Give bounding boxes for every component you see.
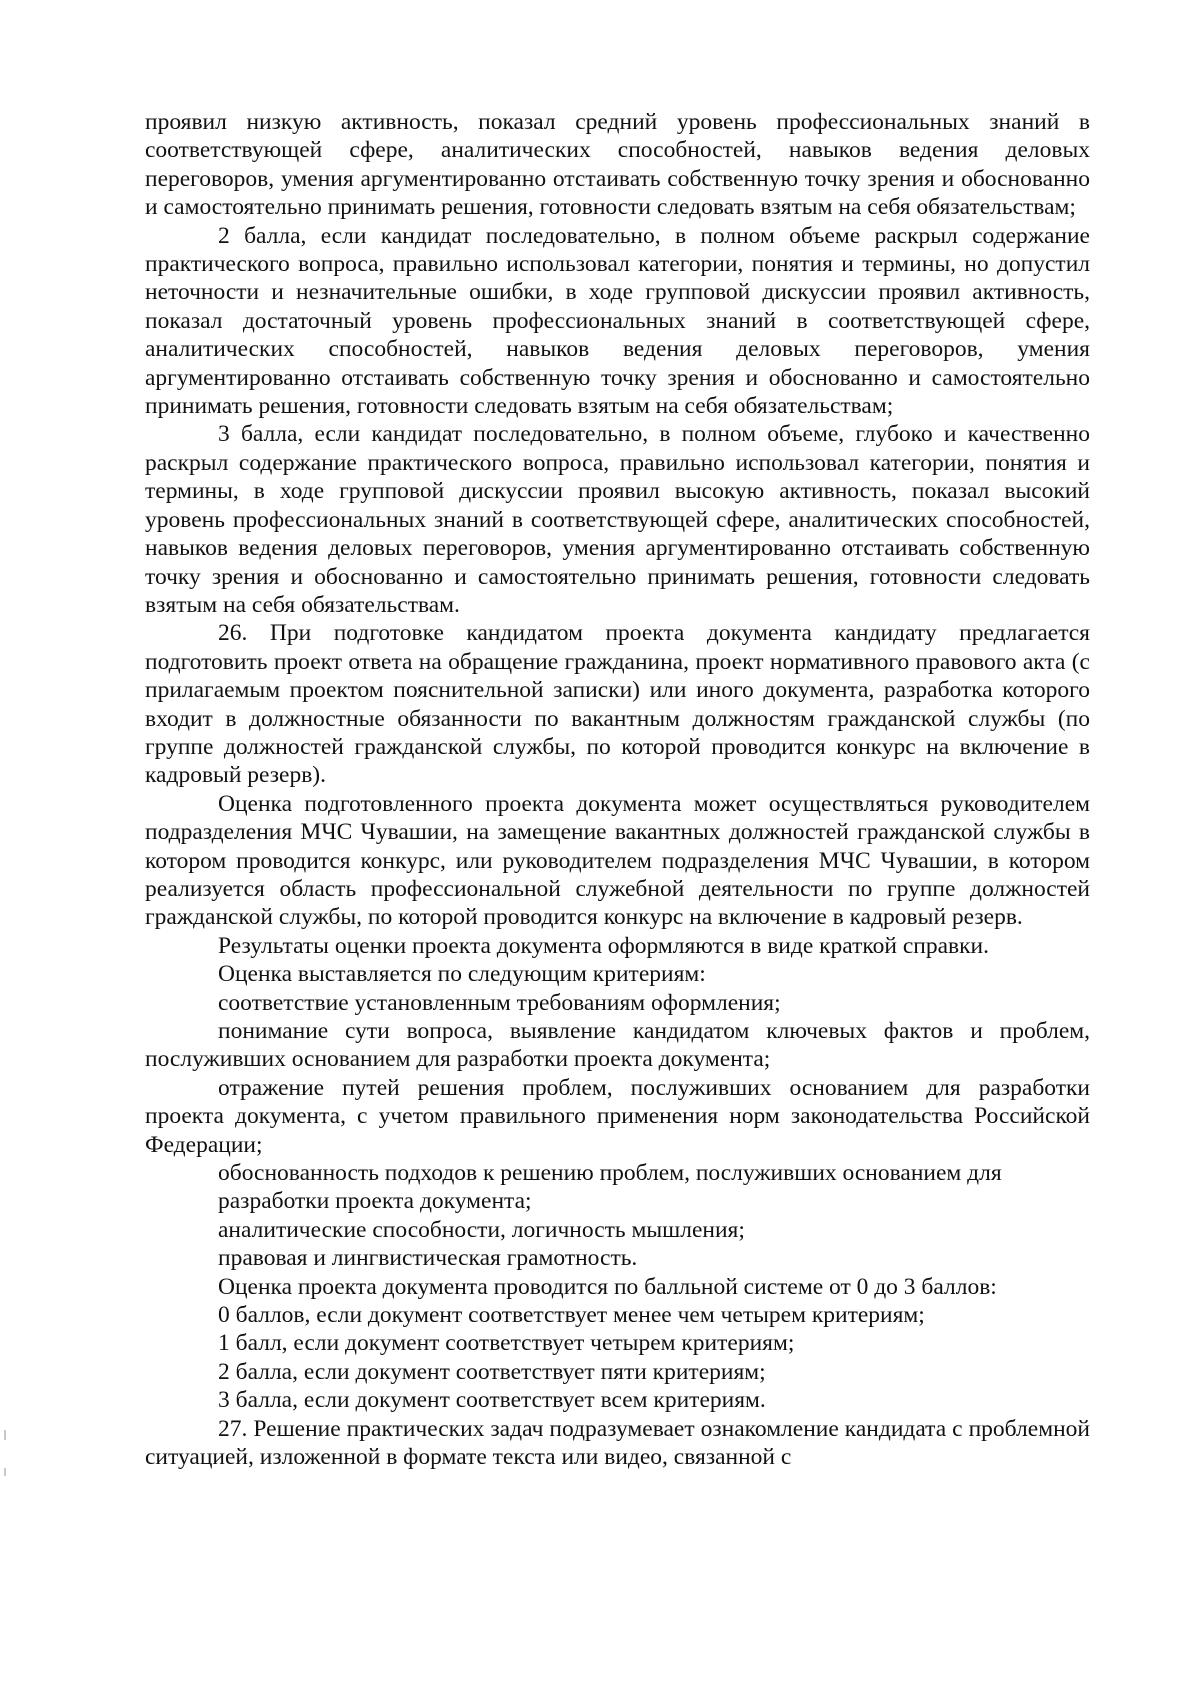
- paragraph-8: соответствие установленным требованиям оформления;: [218, 989, 781, 1016]
- paragraph-18: 3 балла, если документ соответствует всем критериям.: [218, 1387, 766, 1414]
- paragraph-13: правовая и лингвистическая грамотность.: [218, 1245, 638, 1272]
- paragraph-9: понимание сути вопроса, выявление кандидатом ключевых фактов и проблем, послуживших основанием для разработки проекта документа;: [145, 1018, 1090, 1073]
- paragraph-12: аналитические способности, логичность мышления;: [218, 1216, 745, 1243]
- paragraph-19: 27. Решение практических задач подразумевает ознакомление кандидата с проблемной ситуацией, изложенной в формате текста или видео, связанной с: [145, 1415, 1090, 1471]
- paragraph-11: обоснованность подходов к решению проблем, послуживших основанием для разработки проекта документа;: [218, 1160, 1002, 1215]
- scan-edge-mark-top: [4, 1430, 6, 1440]
- paragraph-3: 3 балла, если кандидат последовательно, в полном объеме, глубоко и качественно раскрыл содержание практического вопроса, правильно использовал категории, понятия и термины, в ходе групповой дискуссии проявил высокую активность, показал высокий уровень профессиональных знаний в соответствующей сфере, аналитических способностей, навыков ведения деловых переговоров, умения аргументированно отстаивать собственную точку зрения и обоснованно и самостоятельно принимать решения, готовности следовать взятым на себя обязательствам.: [145, 421, 1090, 618]
- paragraph-16: 1 балл, если документ соответствует четырем критериям;: [218, 1330, 795, 1357]
- paragraph-4: 26. При подготовке кандидатом проекта документа кандидату предлагается подготовить проект ответа на обращение гражданина, проект нормативного правового акта (с прилагаемым проектом пояснительной записки) или иного документа, разработка которого входит в должностные обязанности по вакантным должностям гражданской службы (по группе должностей гражданской службы, по которой проводится конкурс на включение в кадровый резерв).: [145, 620, 1090, 789]
- document-page: [145, 108, 1090, 1472]
- paragraph-6: Результаты оценки проекта документа оформляются в виде краткой справки.: [218, 932, 989, 959]
- paragraph-10: отражение путей решения проблем, послуживших основанием для разработки проекта документа, с учетом правильного применения норм законодательства Российской Федерации;: [145, 1074, 1090, 1158]
- paragraph-15: 0 баллов, если документ соответствует менее чем четырем критериям;: [218, 1302, 925, 1329]
- paragraph-1: проявил низкую активность, показал средний уровень профессиональных знаний в соответствующей сфере, аналитических способностей, навыков ведения деловых переговоров, умения аргументированно отстаивать собственную точку зрения и обоснованно и самостоятельно принимать решения, готовности следовать взятым на себя обязательствам;: [145, 109, 1090, 221]
- paragraph-17: 2 балла, если документ соответствует пяти критериям;: [218, 1358, 766, 1385]
- paragraph-14: Оценка проекта документа проводится по балльной системе от 0 до 3 баллов:: [218, 1273, 997, 1300]
- paragraph-2: 2 балла, если кандидат последовательно, в полном объеме раскрыл содержание практического вопроса, правильно использовал категории, понятия и термины, но допустил неточности и незначительные ошибки, в ходе групповой дискуссии проявил активность, показал достаточный уровень профессиональных знаний в соответствующей сфере, аналитических способностей, навыков ведения деловых переговоров, умения аргументированно отстаивать собственную точку зрения и обоснованно и самостоятельно принимать решения, готовности следовать взятым на себя обязательствам;: [145, 222, 1090, 420]
- paragraph-5: Оценка подготовленного проекта документа может осуществляться руководителем подразделения МЧС Чувашии, на замещение вакантных должностей гражданской службы в котором проводится конкурс, или руководителем подразделения МЧС Чувашии, в котором реализуется область профессиональной служебной деятельности по группе должностей гражданской службы, по которой проводится конкурс на включение в кадровый резерв.: [145, 790, 1090, 931]
- paragraph-7: Оценка выставляется по следующим критериям:: [218, 961, 706, 988]
- scan-edge-mark-bottom: [4, 1468, 6, 1476]
